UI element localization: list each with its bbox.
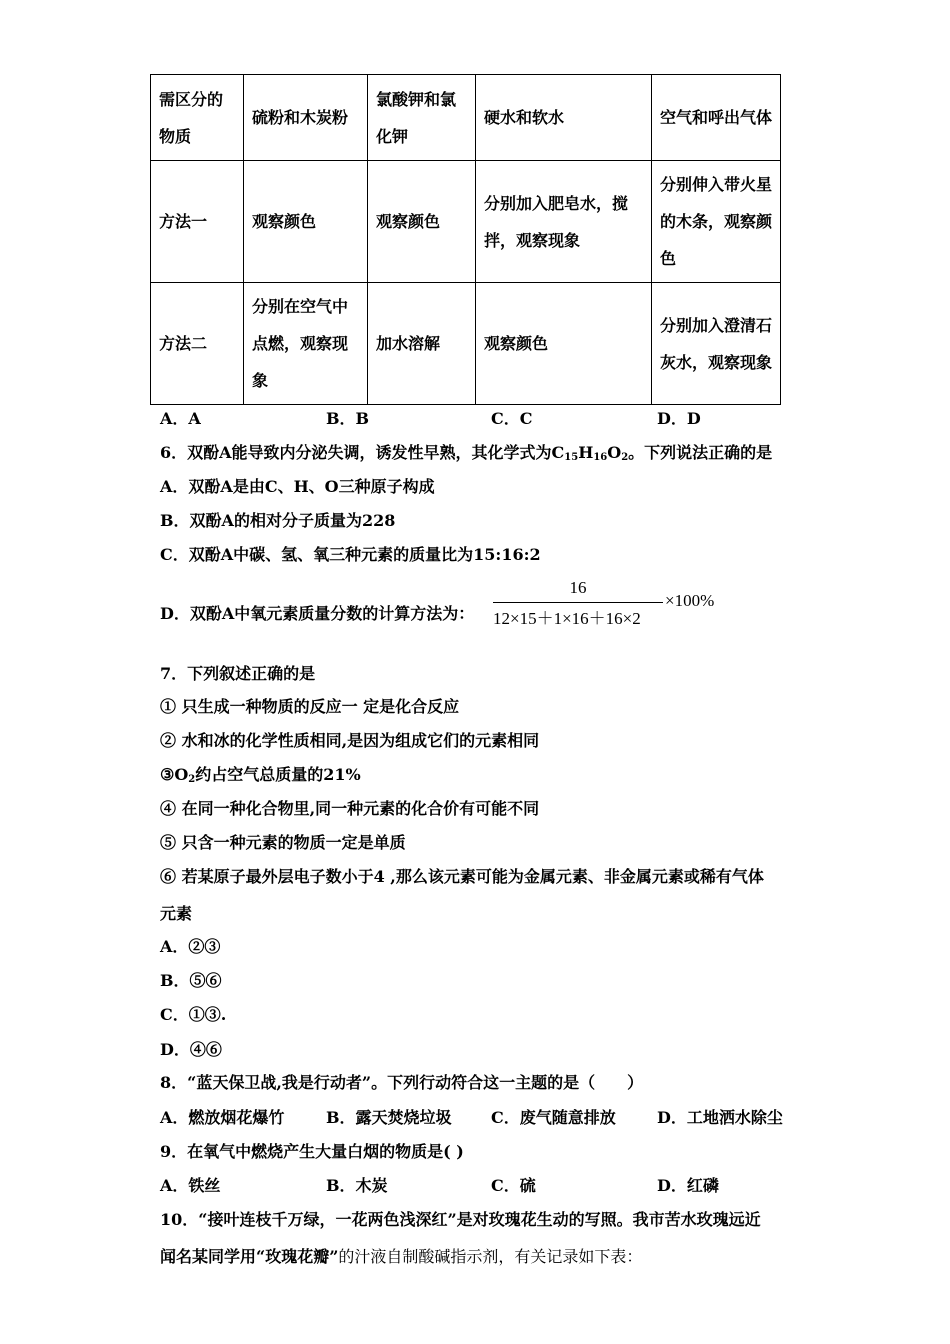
- table-cell: 氯酸钾和氯化钾: [368, 75, 476, 161]
- q9-option-a: A．铁丝: [160, 1176, 221, 1195]
- q7-statement-2: ② 水和冰的化学性质相同,是因为组成它们的元素相同: [160, 731, 540, 750]
- table-cell: 分别加入澄清石灰水，观察现象: [652, 283, 781, 405]
- q7-statement-1: ① 只生成一种物质的反应一 定是化合反应: [160, 697, 460, 716]
- table-cell: 观察颜色: [368, 161, 476, 283]
- q7-statement-6-cont: 元素: [160, 904, 193, 923]
- table-cell: 分别加入肥皂水，搅拌，观察现象: [476, 161, 652, 283]
- q7-option-c: C．①③.: [160, 1005, 227, 1024]
- table-cell: 分别在空气中点燃，观察现象: [244, 283, 368, 405]
- q9-option-c: C．硫: [491, 1176, 536, 1195]
- table-row: [151, 75, 781, 161]
- table-cell: 空气和呼出气体: [652, 75, 781, 161]
- q5-option-c: C．C: [491, 409, 533, 428]
- q8-option-a: A．燃放烟花爆竹: [160, 1108, 285, 1127]
- q5-option-d: D．D: [657, 409, 701, 428]
- table-row: [151, 161, 781, 283]
- table-cell: 方法一: [151, 161, 244, 283]
- q7-statement-6: ⑥ 若某原子最外层电子数小于4 ,那么该元素可能为金属元素、非金属元素或稀有气体: [160, 867, 764, 886]
- q6-stem: 6．双酚A能导致内分泌失调，诱发性早熟，其化学式为$C_{15}H_{16}O_2$。下列说法正确的是: [160, 443, 773, 463]
- table-cell: 硬水和软水: [476, 75, 652, 161]
- q10-stem-line2: 闻名某同学用“玫瑰花瓣”的汁液自制酸碱指示剂，有关记录如下表：: [160, 1247, 643, 1266]
- q10-stem-line1: 10．“接叶连枝千万绿，一花两色浅深红”是对玫瑰花生动的写照。我市苦水玫瑰远近: [160, 1210, 761, 1229]
- fraction-denominator: 12×15＋1×16＋16×2: [493, 609, 641, 628]
- q7-stem: 7．下列叙述正确的是: [160, 664, 316, 683]
- q7-option-d: D．④⑥: [160, 1040, 222, 1059]
- q7-statement-3: $③O_2$约占空气总质量的21%: [160, 765, 361, 785]
- table-cell: 需区分的物质: [151, 75, 244, 161]
- q7-option-a: A．②③: [160, 937, 221, 956]
- fraction-bar: [493, 602, 663, 603]
- table-cell: 观察颜色: [244, 161, 368, 283]
- table-cell: 方法二: [151, 283, 244, 405]
- q8-option-c: C．废气随意排放: [491, 1108, 616, 1127]
- q6-option-d: D．双酚A中氧元素质量分数的计算方法为：: [160, 604, 475, 623]
- table-cell: 硫粉和木炭粉: [244, 75, 368, 161]
- table-cell: 观察颜色: [476, 283, 652, 405]
- q9-option-b: B．木炭: [326, 1176, 388, 1195]
- percent-multiplier: ×100%: [665, 591, 715, 610]
- table-row: [151, 283, 781, 405]
- q8-stem: 8．“蓝天保卫战,我是行动者”。下列行动符合这一主题的是（ ）: [160, 1073, 644, 1092]
- table-cell: 加水溶解: [368, 283, 476, 405]
- q6-option-a: A．双酚A是由C、H、O三种原子构成: [160, 477, 435, 496]
- fraction-numerator: 16: [569, 578, 587, 597]
- q9-option-d: D．红磷: [657, 1176, 719, 1195]
- q7-statement-4: ④ 在同一种化合物里,同一种元素的化合价有可能不同: [160, 799, 540, 818]
- q6-option-c: C．双酚A中碳、氢、氧三种元素的质量比为15:16:2: [160, 545, 541, 564]
- q7-option-b: B．⑤⑥: [160, 971, 222, 990]
- q9-stem: 9．在氧气中燃烧产生大量白烟的物质是( ): [160, 1142, 464, 1161]
- q8-option-d: D．工地洒水除尘: [657, 1108, 783, 1127]
- q6-option-b: B．双酚A的相对分子质量为228: [160, 511, 396, 530]
- q8-option-b: B．露天焚烧垃圾: [326, 1108, 452, 1127]
- q7-statement-5: ⑤ 只含一种元素的物质一定是单质: [160, 833, 406, 852]
- comparison-table: [150, 74, 781, 405]
- q5-option-b: B．B: [326, 409, 370, 428]
- table-cell: 分别伸入带火星的木条，观察颜色: [652, 161, 781, 283]
- q5-option-a: A．A: [160, 409, 201, 428]
